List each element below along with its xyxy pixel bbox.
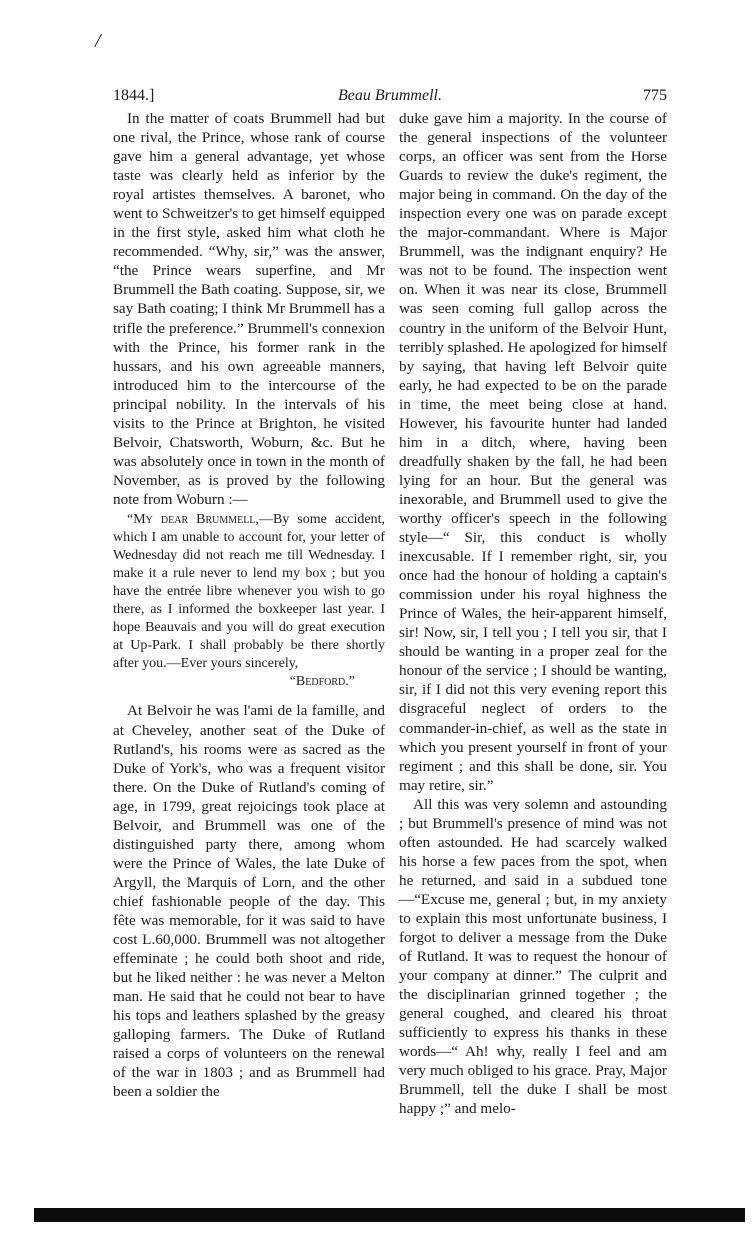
left-paragraph-2: At Belvoir he was l'ami de la famille, and at Cheveley, another seat of the Duke of Rutland's, his rooms were as sacred as the Duke of York's, who was a frequent visitor there. On the Duke of Rutland's coming of age, in 1799, great rejoicings took place at Belvoir, and Brummell was one of the distinguished party there, among whom were the Prince of Wales, the late Duke of Argyll, the Marquis of Lorn, and the other chief fashionable people of the day. This fête was memorable, for it was said to have cost L.60,000. Brummell was not altogether effeminate ; he could both shoot and ride, but he liked neither : he was never a Melton man. He said that he could not bear to have his tops and leathers splashed by the greasy galloping farmers. The Duke of Rutland raised a corps of volunteers on the renewal of the war in 1803 ; and as Brummell had been a soldier the (113, 702, 385, 1101)
letter-salutation: “My dear Brummell, (127, 511, 259, 527)
left-column (113, 109, 385, 1101)
scan-edge-bar (34, 1208, 745, 1222)
header-year: 1844.] (113, 87, 155, 104)
header-title: Beau Brummell. (338, 87, 442, 104)
left-paragraph-1: In the matter of coats Brummell had but one rival, the Prince, whose rank of course gave him a general advantage, yet whose taste was clearly held as inferior by the royal artistes themselves. A baronet, who went to Schweitzer's to get himself equipped in the first style, asked him what cloth he recommended. “Why, sir,” was the answer, “the Prince wears superfine, and Mr Brummell the Bath coating. Suppose, sir, we say Bath coating; I think Mr Brummell has a trifle the preference.” Brummell's connexion with the Prince, his former rank in the hussars, and his own agreeable manners, introduced him to the intercourse of the principal nobility. In the intervals of his visits to the Prince at Brighton, he visited Belvoir, Chatsworth, Woburn, &c. But he was absolutely once in town in the month of November, as is proved by the following note from Woburn :— (113, 110, 385, 508)
right-paragraph-2: All this was very solemn and astounding ; but Brummell's presence of mind was not often astounded. He had scarcely walked his horse a few paces from the spot, when he returned, and said in a subdued tone—“Excuse me, general ; but, in my anxiety to explain this most unfortunate business, I forgot to deliver a message from the Duke of Rutland. It was to request the honour of your company at dinner.” The culprit and the disciplinarian grinned together ; the general coughed, and cleared his throat sufficiently to express his thanks in these words—“ Ah! why, really I feel and am very much obliged to his grace. Pray, Major Brummell, tell the duke I shall be most happy ;” and melo- (399, 795, 667, 1118)
letter-signature: “Bedford.” (289, 674, 355, 690)
right-column (399, 109, 667, 1118)
margin-mark: / (95, 30, 101, 52)
quoted-letter (113, 511, 385, 691)
running-header (113, 87, 667, 109)
letter-body: —By some accident, which I am unable to account for, your letter of Wednesday did not reach me till Wednesday. I make it a rule never to lend my box ; but you have the entrée libre whenever you wish to go there, as I informed the boxkeeper last year. I hope Beauvais and you will do great execution at Up-Park. I shall probably be there shortly after you.—Ever yours sincerely, (113, 511, 385, 672)
right-paragraph-1: duke gave him a majority. In the course of the general inspections of the volunteer corps, an officer was sent from the Horse Guards to review the duke's regiment, the major being in command. On the day of the inspection every one was on parade except the major-commandant. Where is Major Brummell, was the indignant enquiry? He was not to be found. The inspection went on. When it was near its close, Brummell was seen coming full gallop across the country in the uniform of the Belvoir Hunt, terribly splashed. He apologized for himself by saying, that having left Belvoir quite early, he had expected to be on the parade in time, the meet being close at hand. However, his favourite hunter had landed him in a ditch, where, having been dreadfully shaken by the fall, he had been lying for an hour. But the general was inexorable, and Brummell used to give the worthy officer's speech in the following style—“ Sir, this conduct is wholly inexcusable. If I remember right, sir, you once had the honour of holding a captain's commission under his royal highness the Prince of Wales, the heir-apparent himself, sir! Now, sir, I tell you ; I tell you sir, that I should be wanting in a proper zeal for the honour of the service ; I should be wanting, sir, if I did not this very evening report this disgraceful neglect of orders to the commander-in-chief, as well as the state in which you present yourself in front of your regiment ; and this shall be done, sir. You may retire, sir.” (399, 110, 667, 794)
page-number: 775 (643, 87, 667, 104)
